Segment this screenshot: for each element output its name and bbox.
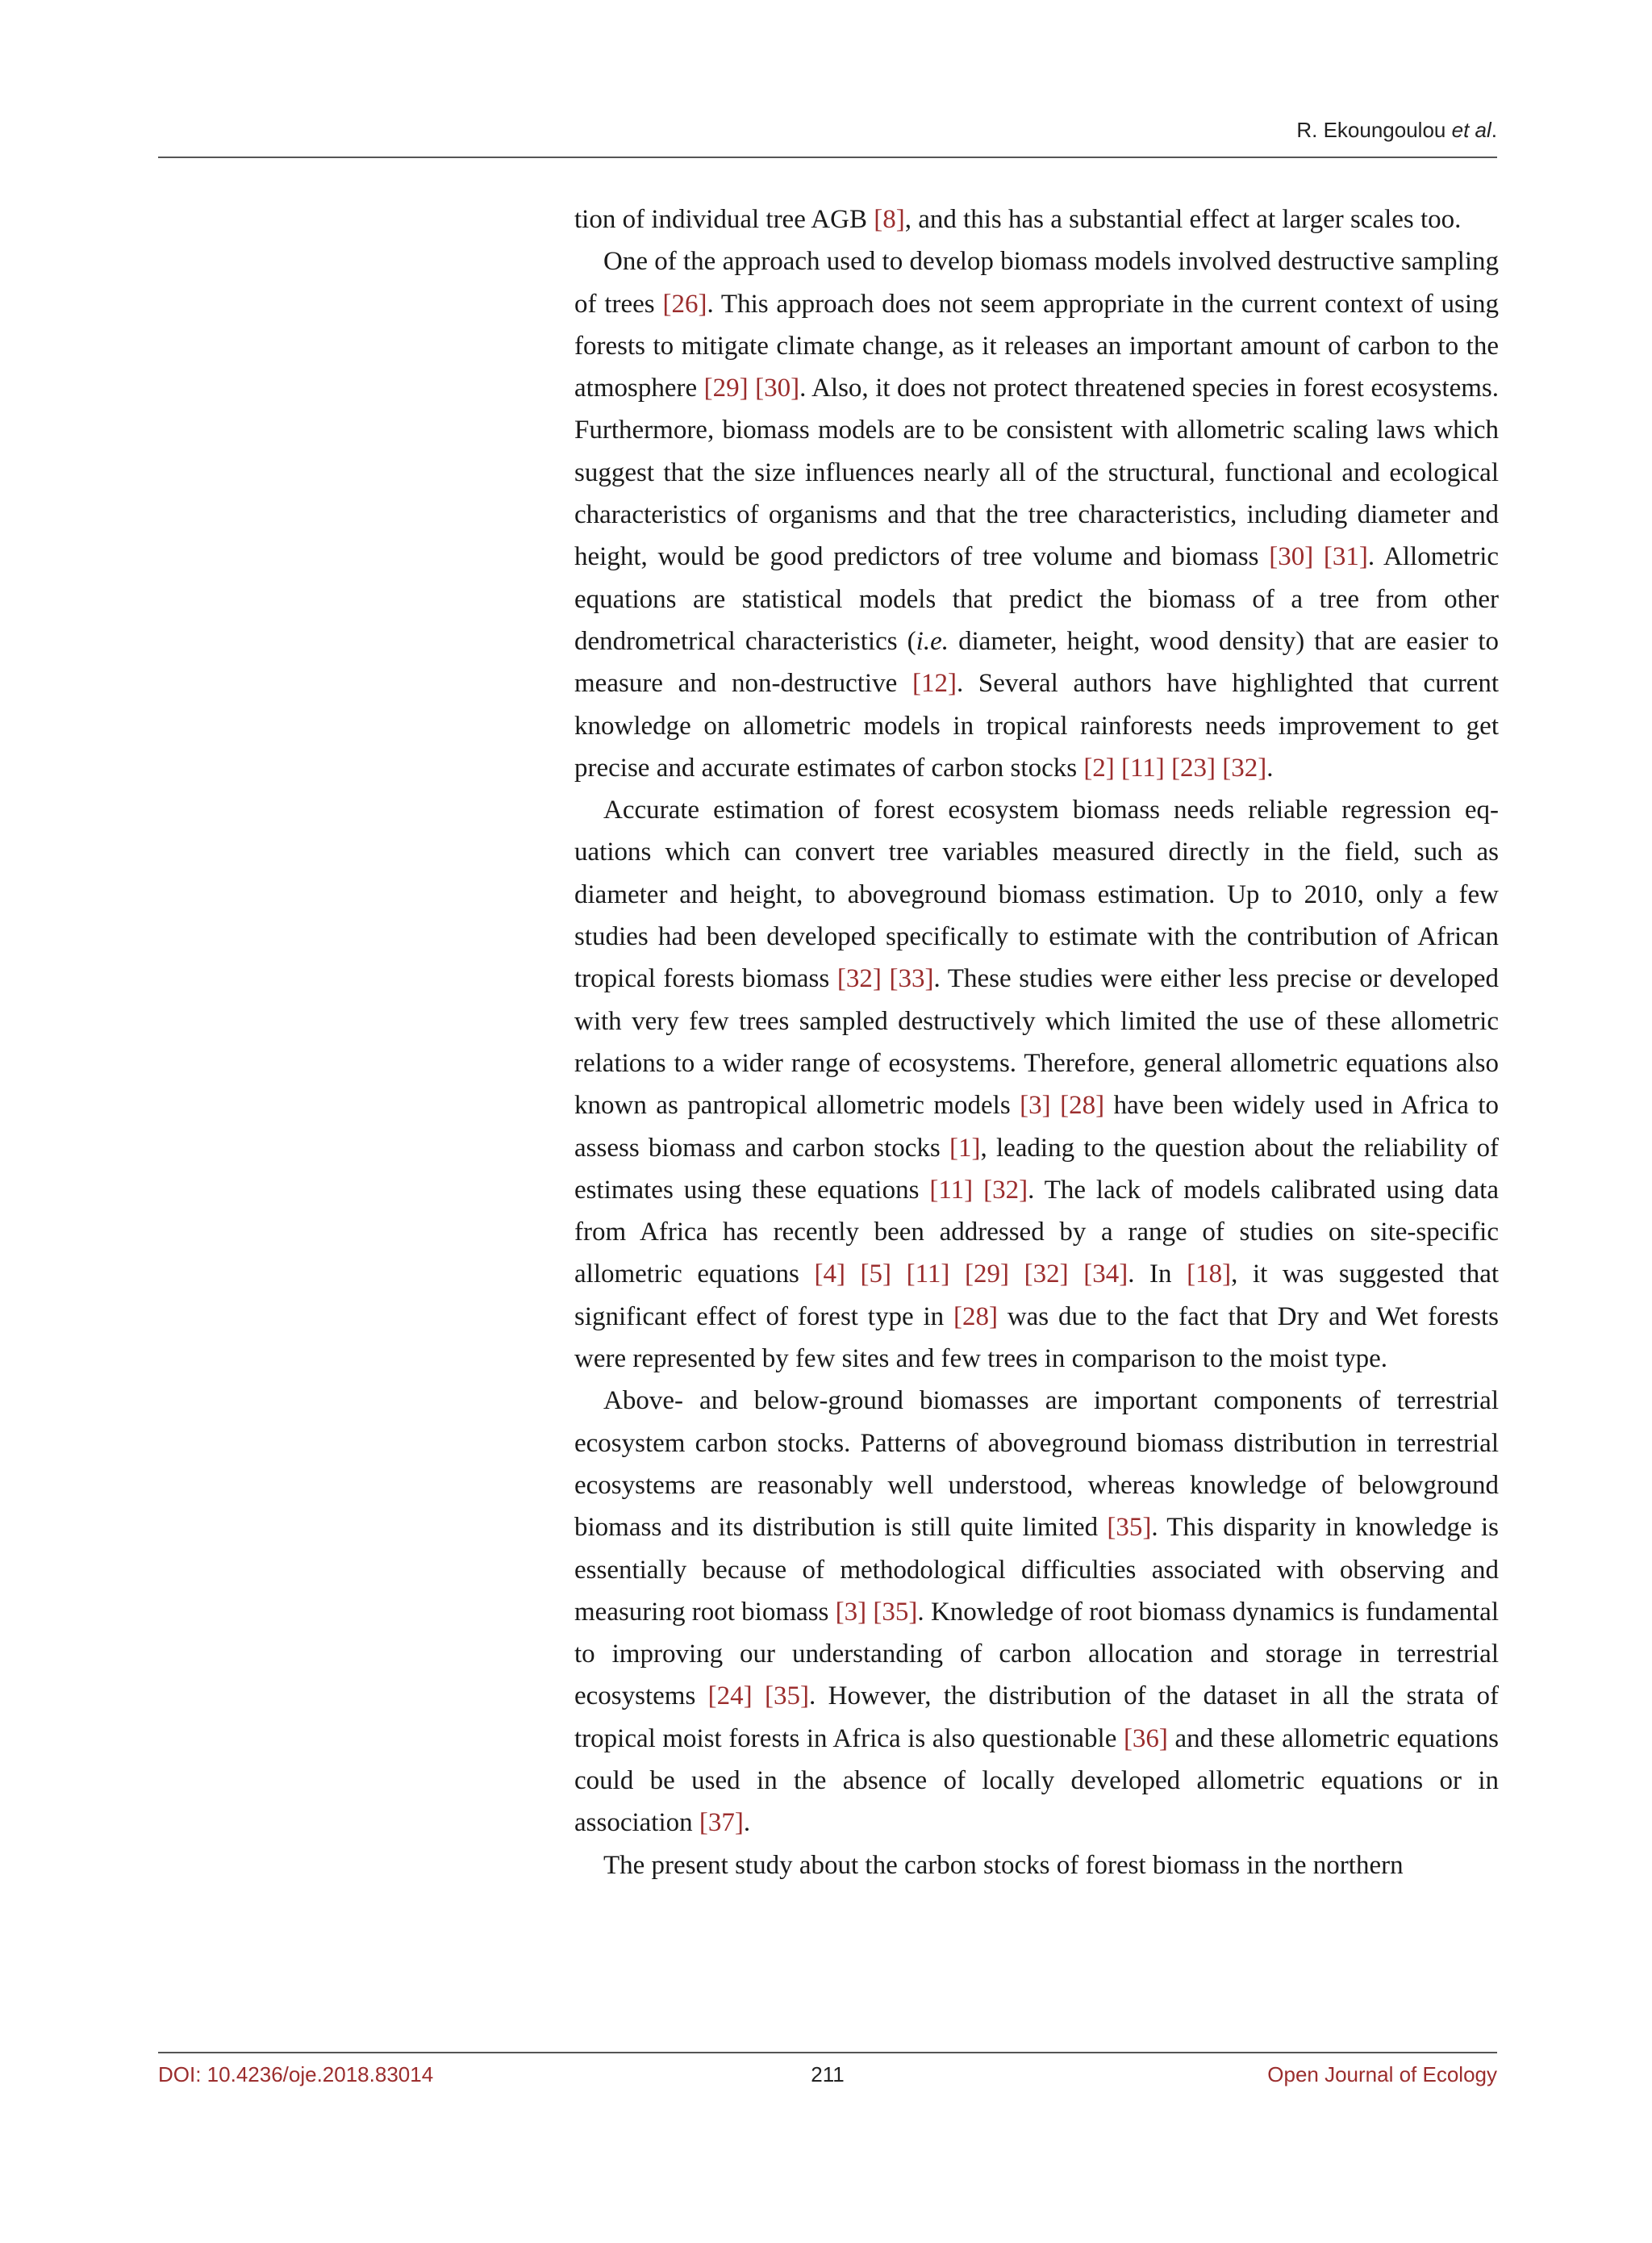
citation-link[interactable]: [32] (1024, 1259, 1069, 1289)
paragraph-text: . (1266, 753, 1274, 783)
citation-link[interactable]: [29] (965, 1259, 1009, 1289)
citation-link[interactable]: [11] (929, 1175, 974, 1205)
italic-text: i.e. (916, 626, 949, 656)
paragraph-text (973, 1176, 983, 1205)
paragraph-text: , leading to the question about the reliability of estimates using these equations (574, 1133, 1500, 1205)
citation-link[interactable]: [35] (873, 1597, 918, 1627)
paragraph-text (845, 1259, 861, 1289)
paragraph-text: diameter, height, wood density) that are easier to measure and non-destructive (574, 626, 1499, 699)
paragraph-text: Above- and below-ground biomasses are important components of terrestrial ecosystem carbon stocks. Patterns of aboveground biomass distribution in terrestrial ecosystems are reasonably well understood, whereas knowledge of belowground biomass and its distribution is still quite limited (574, 1386, 1499, 1543)
paragraph-text: tion of individual tree AGB (574, 205, 874, 234)
citation-link[interactable]: [31] (1323, 542, 1368, 572)
citation-link[interactable]: [11] (906, 1259, 950, 1289)
doi-link[interactable]: DOI: 10.4236/oje.2018.83014 (158, 2062, 434, 2086)
citation-link[interactable]: [32] (1222, 753, 1267, 783)
paragraph-text (949, 1259, 965, 1289)
paragraph-text: . These studies were either less precise or developed with very few trees sampled destructively which limited the use of these allometric relations to a wider range of ecosystems. Therefore, general allometric equations also known as pantropical allometric models (574, 964, 1500, 1121)
citation-link[interactable]: [34] (1083, 1259, 1128, 1289)
paragraph-text: . This disparity in knowledge is essentially because of methodological difficulties associated with observing and measuring root biomass (574, 1513, 1500, 1627)
paragraph (574, 1844, 1499, 1886)
citation-link[interactable]: [3] (835, 1597, 867, 1627)
page-number: 211 (811, 2062, 845, 2086)
header-rule (158, 157, 1497, 158)
citation-link[interactable]: [4] (814, 1259, 845, 1289)
paragraph-text (1313, 542, 1324, 571)
citation-link[interactable]: [30] (755, 374, 800, 403)
paragraph-text: . In (1128, 1259, 1187, 1289)
paragraph-text: . Allometric equations are statistical models that predict the biomass of a tree from other dendrometrical characteristics ( (574, 542, 1500, 656)
citation-link[interactable]: [2] (1083, 753, 1115, 783)
author-name: R. Ekoungoulou (1296, 118, 1452, 142)
paragraph-text (1009, 1259, 1024, 1289)
paragraph-text: . Several authors have highlighted that current knowledge on allometric models in tropical rainforests needs improvement to get precise and accurate estimates of carbon stocks (574, 669, 1500, 783)
citation-link[interactable]: [28] (1060, 1091, 1105, 1121)
footer-rule (158, 2052, 1497, 2053)
citation-link[interactable]: [3] (1020, 1091, 1051, 1121)
paragraph-text (1051, 1091, 1060, 1120)
citation-link[interactable]: [1] (949, 1133, 981, 1163)
citation-link[interactable]: [35] (765, 1681, 810, 1711)
paragraph-text: have been widely used in Africa to assess biomass and carbon stocks (574, 1091, 1500, 1163)
citation-link[interactable]: [37] (699, 1808, 744, 1838)
citation-link[interactable]: [36] (1123, 1723, 1168, 1753)
paragraph-text (1115, 754, 1121, 783)
paragraph-text: , it was suggested that significant effect of forest type in (574, 1259, 1500, 1331)
running-head (158, 118, 1497, 143)
paragraph-text: . Also, it does not protect threatened species in forest ecosystems. Furthermore, biomass models are to be consistent with allometric scaling laws which suggest that the size influences nearly all of the structural, functional and ecological characteristics of organisms and that the tree characteristics, including diameter and height, would be good predictors of tree volume and biomass (574, 374, 1500, 572)
citation-link[interactable]: [18] (1187, 1259, 1232, 1289)
body-text (574, 198, 1499, 1886)
citation-link[interactable]: [24] (707, 1681, 753, 1711)
citation-link[interactable]: [32] (983, 1175, 1028, 1205)
page-footer (158, 2062, 1497, 2095)
paragraph-text: . The lack of models calibrated using data from Africa has recently been addressed by a range of studies on site-specific allometric equations (574, 1175, 1499, 1289)
author-etal: et al (1451, 118, 1491, 142)
citation-link[interactable]: [26] (662, 289, 707, 319)
paragraph-text (753, 1681, 765, 1710)
paragraph-text (891, 1259, 907, 1289)
paragraph-text: . (743, 1808, 751, 1838)
paragraph-text: Accurate estimation of forest ecosystem biomass needs reliable regression equations which can convert tree variables measured directly in the field, such as diameter and height, to aboveground biomass estimation. Up to 2010, only a few studies had been developed specifically to estimate with the contribution of African tropical forests biomass (574, 796, 1499, 994)
paragraph-text (749, 374, 756, 403)
paragraph-text: , and this has a substantial effect at larger scales too. (904, 205, 1462, 234)
paragraph-text (882, 964, 890, 993)
citation-link[interactable]: [28] (953, 1301, 998, 1331)
paragraph-text: . Knowledge of root biomass dynamics is fundamental to improving our understanding of carbon allocation and storage in terrestrial ecosystems (574, 1597, 1499, 1711)
paragraph (574, 1380, 1499, 1844)
paragraph (574, 198, 1499, 240)
citation-link[interactable]: [30] (1269, 542, 1314, 572)
citation-link[interactable]: [5] (860, 1259, 892, 1289)
paragraph-text: . This approach does not seem appropriate in the current context of using forests to mitigate climate change, as it releases an important amount of carbon to the atmosphere (574, 289, 1499, 403)
paragraph-text: One of the approach used to develop biomass models involved destructive sampling of trees (574, 247, 1499, 319)
author-period: . (1491, 118, 1497, 142)
citation-link[interactable]: [29] (703, 374, 749, 403)
journal-name[interactable]: Open Journal of Ecology (1267, 2062, 1497, 2086)
citation-link[interactable]: [12] (912, 669, 957, 699)
citation-link[interactable]: [35] (1107, 1513, 1152, 1543)
paragraph-text (1165, 754, 1171, 783)
citation-link[interactable]: [8] (874, 205, 905, 234)
citation-link[interactable]: [32] (836, 964, 882, 994)
paragraph-text: . However, the distribution of the dataset in all the strata of tropical moist forests in Africa is also questionable (574, 1681, 1499, 1753)
paragraph (574, 789, 1499, 1380)
paragraph-text: The present study about the carbon stocks of forest biomass in the northern (603, 1850, 1404, 1880)
citation-link[interactable]: [11] (1121, 753, 1165, 783)
citation-link[interactable]: [23] (1171, 753, 1216, 783)
citation-link[interactable]: [33] (889, 964, 934, 994)
paragraph (574, 240, 1499, 789)
paragraph-text: was due to the fact that Dry and Wet forests were represented by few sites and few trees in comparison to the moist type. (574, 1301, 1499, 1374)
paragraph-text (1069, 1259, 1084, 1289)
paragraph-text: and these allometric equations could be used in the absence of locally developed allometric equations or in association (574, 1723, 1499, 1838)
